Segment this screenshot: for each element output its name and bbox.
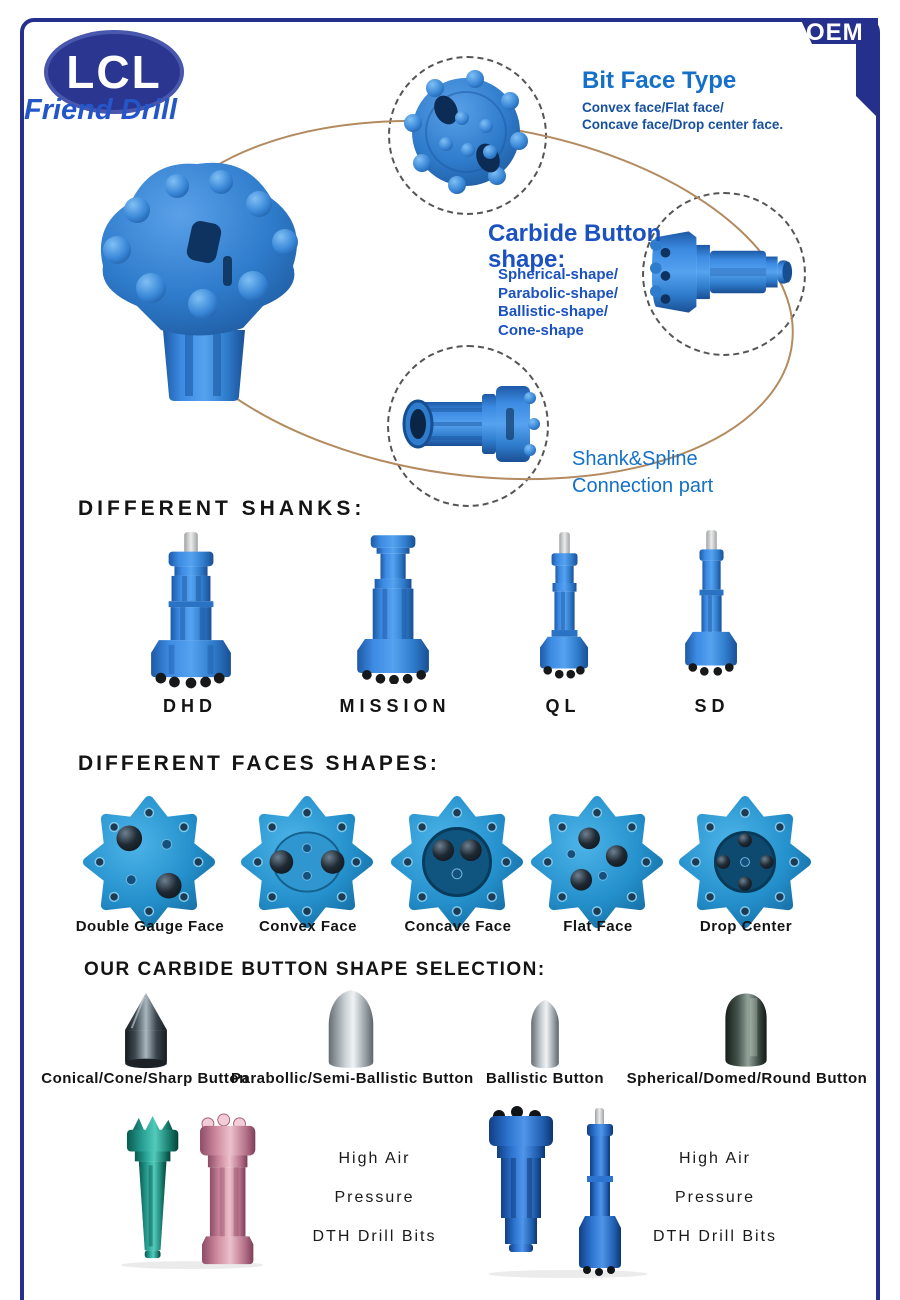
shank-bit-dhd xyxy=(118,530,264,690)
face-label-drop-center: Drop Center xyxy=(699,918,793,935)
shank-label-ql: QL xyxy=(545,696,581,716)
shank-bit-sd xyxy=(664,530,760,682)
bit-face-line1: Convex face/Flat face/ xyxy=(582,100,724,115)
face-label-double-gauge: Double Gauge Face xyxy=(75,918,225,935)
dth-bits-photo-left xyxy=(112,1112,292,1270)
face-flat xyxy=(528,793,666,931)
button-label-conical: Conical/Cone/Sharp Button xyxy=(41,1070,249,1087)
shank-spline-callout: Shank&Spline Connection part xyxy=(572,448,714,497)
bit-face-line2: Concave face/Drop center face. xyxy=(582,117,784,132)
face-double-gauge xyxy=(80,793,218,931)
face-drop-center xyxy=(676,793,814,931)
button-label-ballistic: Ballistic Button xyxy=(485,1070,604,1087)
carbide-shape-item: Parabolic-shape/ xyxy=(498,284,619,302)
oem-label: OEM xyxy=(806,19,864,46)
carbide-shape-item: Spherical-shape/ xyxy=(498,266,619,283)
bit-face-title: Bit Face Type xyxy=(582,67,737,94)
button-label-spherical: Spherical/Domed/Round Button xyxy=(626,1070,868,1087)
side-bit-photo xyxy=(650,222,795,322)
face-concave xyxy=(388,793,526,931)
shank-spline-photo xyxy=(398,368,548,480)
shanks-heading: DIFFERENT SHANKS: xyxy=(78,497,366,520)
faces-heading: DIFFERENT FACES SHAPES: xyxy=(78,752,440,775)
button-parabolic xyxy=(320,988,382,1070)
button-label-parabolic: Parabollic/Semi-Ballistic Button xyxy=(231,1070,474,1087)
button-spherical xyxy=(716,990,776,1070)
logo-text: LCL xyxy=(66,46,162,98)
shank-label-mission: MISSION xyxy=(339,696,451,716)
caption-left: High Air Pressure DTH Drill Bits xyxy=(312,1150,437,1245)
brand-name: Friend Drill xyxy=(24,94,178,126)
buttons-heading: OUR CARBIDE BUTTON SHAPE SELECTION: xyxy=(84,959,546,980)
dth-bits-photo-right xyxy=(483,1106,648,1278)
main-bit-image xyxy=(85,138,315,403)
carbide-shape-item: Cone-shape xyxy=(498,321,584,339)
shank-label-sd: SD xyxy=(694,696,730,716)
carbide-shape-item: Ballistic-shape/ xyxy=(498,303,609,320)
face-convex xyxy=(238,793,376,931)
carbide-title: Carbide Button shape: xyxy=(488,220,662,273)
shank-bit-ql xyxy=(517,532,613,682)
face-label-convex: Convex Face xyxy=(258,918,358,935)
button-ballistic xyxy=(518,998,572,1070)
bit-face-photo xyxy=(400,66,532,198)
shank-bit-mission xyxy=(332,532,458,684)
face-label-flat: Flat Face xyxy=(563,918,633,935)
button-conical xyxy=(112,992,180,1070)
bit-face-sub xyxy=(582,99,783,133)
caption-right: High Air Pressure DTH Drill Bits xyxy=(653,1150,777,1245)
shank-label-dhd: DHD xyxy=(163,696,217,716)
carbide-shape-list xyxy=(498,266,618,340)
face-label-concave: Concave Face xyxy=(404,918,512,935)
